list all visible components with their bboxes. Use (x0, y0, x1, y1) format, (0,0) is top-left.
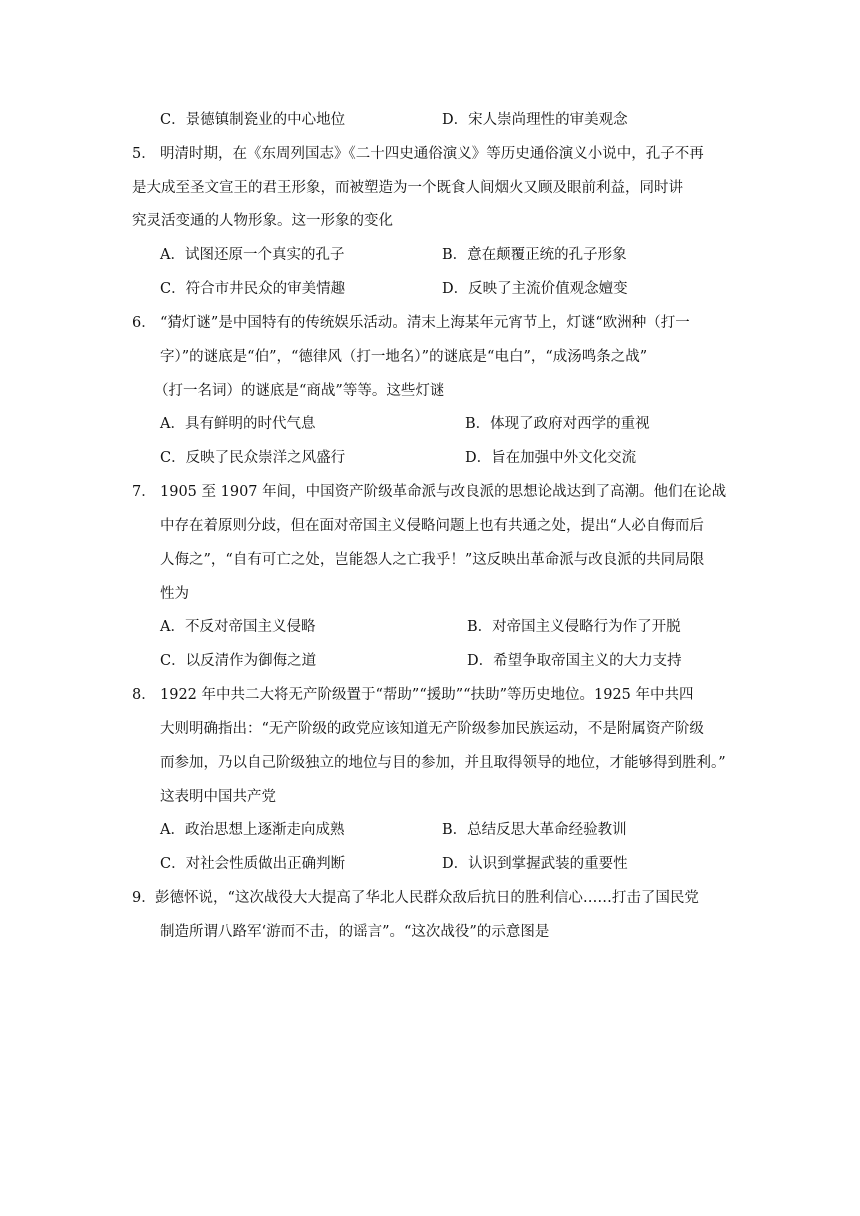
q5-stem-line-1: 明清时期，在《东周列国志》《二十四史通俗演义》等历史通俗演义小说中，孔子不再 (160, 146, 704, 162)
q7-number: 7． (132, 484, 156, 500)
q8-option-d: D．认识到掌握武装的重要性 (442, 856, 628, 872)
q6-stem-line-3: （打一名词）的谜底是“商战”等等。这些灯谜 (154, 383, 445, 399)
q7-option-b: B．对帝国主义侵略行为作了开脱 (467, 619, 681, 635)
q7-stem-line-4: 性为 (160, 586, 189, 602)
q4-option-d: D．宋人崇尚理性的审美观念 (442, 112, 628, 128)
q9-stem-line-2: 制造所谓八路军‘游而不击，的谣言”。“这次战役”的示意图是 (160, 924, 550, 940)
q8-option-a: A．政治思想上逐渐走向成熟 (160, 822, 345, 838)
q7-option-c: C．以反清作为御侮之道 (160, 653, 317, 669)
q5-option-b: B．意在颠覆正统的孔子形象 (442, 247, 627, 263)
q7-option-d: D．希望争取帝国主义的大力支持 (467, 653, 682, 669)
q5-option-a: A．试图还原一个真实的孔子 (160, 247, 345, 263)
q9-number: 9． (132, 890, 156, 906)
q6-option-d: D．旨在加强中外文化交流 (465, 450, 637, 466)
q4-option-c: C．景德镇制瓷业的中心地位 (160, 112, 346, 128)
q7-stem-line-2: 中存在着原则分歧，但在面对帝国主义侵略问题上也有共通之处，提出“人必自侮而后 (160, 518, 704, 534)
q5-option-d: D．反映了主流价值观念嬗变 (442, 281, 628, 297)
q8-number: 8． (132, 687, 156, 703)
q7-stem-line-1: 1905 至 1907 年间，中国资产阶级革命派与改良派的思想论战达到了高潮。他们在论战 (160, 484, 727, 500)
q9-stem-line-1: 彭德怀说，“这次战役大大提高了华北人民群众敌后抗日的胜利信心……打击了国民党 (155, 890, 699, 906)
q6-option-a: A．具有鲜明的时代气息 (160, 416, 316, 432)
q7-stem-line-3: 人侮之”，“自有可亡之处，岂能怨人之亡我乎！”这反映出革命派与改良派的共同局限 (160, 552, 705, 568)
q5-number: 5． (132, 146, 156, 162)
q8-stem-line-3: 而参加，乃以自己阶级独立的地位与目的参加，并且取得领导的地位，才能够得到胜利。” (160, 755, 726, 771)
q5-stem-line-2: 是大成至圣文宣王的君王形象，而被塑造为一个既食人间烟火又顾及眼前利益，同时讲 (132, 180, 683, 196)
q6-option-c: C．反映了民众崇洋之风盛行 (160, 450, 346, 466)
q6-number: 6． (132, 315, 156, 331)
q8-option-b: B．总结反思大革命经验教训 (442, 822, 627, 838)
q6-option-b: B．体现了政府对西学的重视 (465, 416, 650, 432)
q8-stem-line-1: 1922 年中共二大将无产阶级置于“帮助”“援助”“扶助”等历史地位。1925 年中共四 (160, 687, 694, 703)
q5-option-c: C．符合市井民众的审美情趣 (160, 281, 346, 297)
q8-option-c: C．对社会性质做出正确判断 (160, 856, 346, 872)
q8-stem-line-2: 大则明确指出：“无产阶级的政党应该知道无产阶级参加民族运动，不是附属资产阶级 (160, 721, 704, 737)
q7-option-a: A．不反对帝国主义侵略 (160, 619, 316, 635)
q6-stem-line-2: 字）”的谜底是“伯”，“德律风（打一地名）”的谜底是“电白”，“成汤鸣条之战” (160, 349, 648, 365)
q5-stem-line-3: 究灵活变通的人物形象。这一形象的变化 (132, 213, 393, 229)
q6-stem-line-1: “猜灯谜”是中国特有的传统娱乐活动。清末上海某年元宵节上，灯谜“欧洲种（打一 (160, 315, 690, 331)
q8-stem-line-4: 这表明中国共产党 (160, 789, 276, 805)
